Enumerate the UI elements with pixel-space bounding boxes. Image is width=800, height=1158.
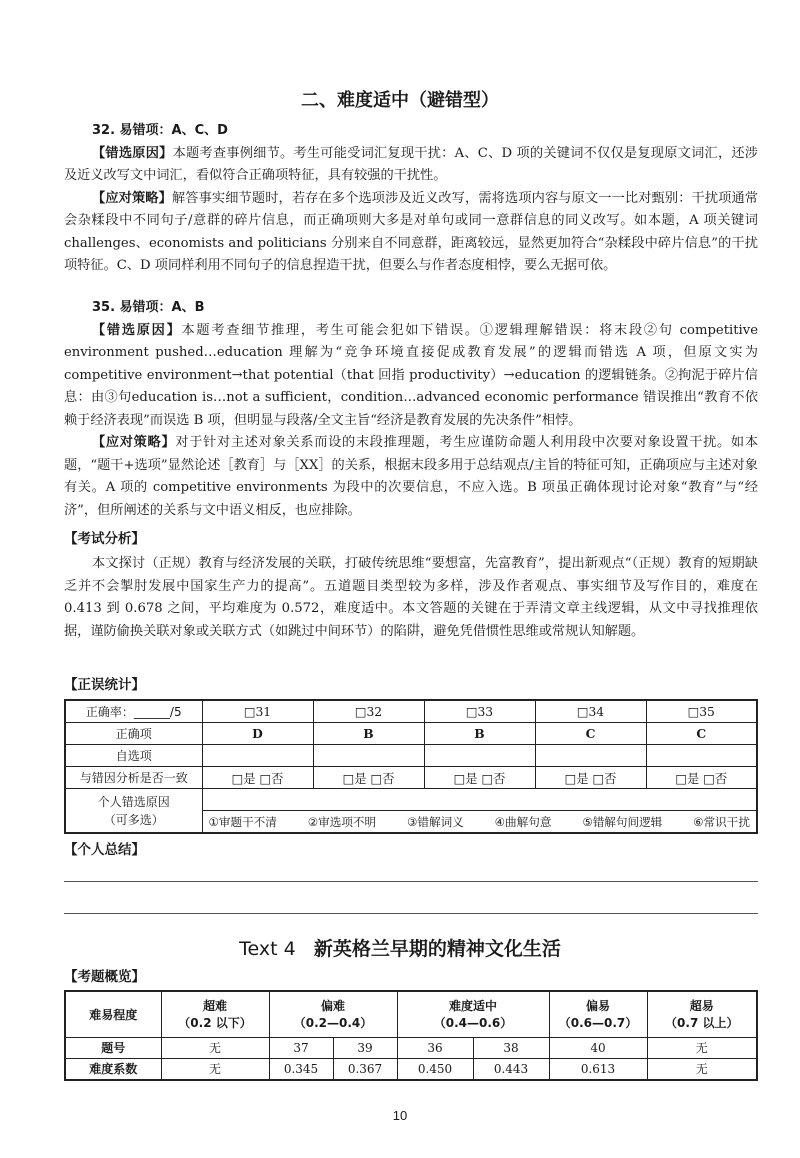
q32-block bbox=[64, 120, 758, 278]
summary-line[interactable] bbox=[64, 913, 758, 914]
level-cell: 难度适中 （0.4—0.6） bbox=[397, 991, 549, 1037]
yes-no-checkbox[interactable]: □是 □否 bbox=[646, 767, 757, 789]
reason-option[interactable]: ⑥常识干扰 bbox=[693, 814, 750, 829]
reason-text: 本题考查事例细节。考生可能受词汇复现干扰：A、C、D 项的关键词不仅仅是复现原文词汇，还涉及近义改写文中词汇，看似符合正确项特征，具有较强的干扰性。 bbox=[64, 145, 758, 183]
question-number: 40 bbox=[549, 1037, 647, 1058]
question-checkbox[interactable]: □35 bbox=[646, 700, 757, 723]
strategy-tag: 【应对策略】 bbox=[92, 190, 172, 206]
personal-label bbox=[65, 789, 202, 834]
overview-heading: 【考题概览】 bbox=[64, 969, 145, 985]
yes-no-checkbox[interactable]: □是 □否 bbox=[535, 767, 646, 789]
self-answer-cell[interactable] bbox=[535, 745, 646, 767]
text4-title bbox=[0, 934, 800, 961]
self-answer-cell[interactable] bbox=[202, 745, 313, 767]
level-cell: 偏难 （0.2—0.4） bbox=[269, 991, 397, 1037]
question-number: 无 bbox=[647, 1037, 757, 1058]
question-checkbox[interactable]: □34 bbox=[535, 700, 646, 723]
question-number: 37 bbox=[269, 1037, 333, 1058]
strategy-tag: 【应对策略】 bbox=[92, 435, 176, 450]
stats-heading: 【正误统计】 bbox=[64, 677, 145, 693]
question-checkbox[interactable]: □32 bbox=[313, 700, 424, 723]
q32-reason bbox=[64, 143, 758, 188]
reason-text: 本题考查细节推理，考生可能会犯如下错误。①逻辑理解错误：将末段②句 competitive environment pushed…education 理解为“竞争环境直接促成教育发展”的逻辑而错选 A 项，但原文实为 competitive environment→that potential（that 回指 productivity）→education 的逻辑链条。②拘泥于碎片信息：由③句education is…not a sufficient，condition…advanced economic performance 错误推出“教育不依赖于经济表现”而误选 B 项，但明显与段落/全文主旨“经济是教育发展的先决条件”相悖。 bbox=[64, 322, 758, 428]
personal-reason-input[interactable] bbox=[202, 789, 757, 811]
personal-label-line2: （可多选） bbox=[103, 812, 164, 827]
text4-label: Text 4 bbox=[239, 938, 296, 960]
reason-option[interactable]: ④曲解句意 bbox=[494, 814, 552, 829]
question-checkbox[interactable]: □33 bbox=[424, 700, 535, 723]
self-answer-cell[interactable] bbox=[424, 745, 535, 767]
table-row bbox=[65, 789, 757, 811]
section-title: 二、难度适中（避错型） bbox=[301, 90, 499, 111]
text4-name: 新英格兰早期的精神文化生活 bbox=[313, 938, 561, 960]
difficulty-coefficient: 0.450 bbox=[397, 1058, 473, 1080]
reason-tag: 【错选原因】 bbox=[92, 145, 173, 161]
reason-option[interactable]: ⑤错解句间逻辑 bbox=[582, 814, 663, 829]
reason-tag: 【错选原因】 bbox=[92, 322, 182, 338]
analysis-text: 本文探讨（正规）教育与经济发展的关联，打破传统思维“要想富，先富教育”，提出新观点“（正规）教育的短期缺乏并不会掣肘发展中国家生产力的提高”。五道题目类型较为多样，涉及作者观点、事实细节及写作目的，难度在 0.413 到 0.678 之间，平均难度为 0.572，难度适中。本文答题的关键在于弄清文章主线逻辑，从文中寻找推理依据，谨防偷换关联对象或关联方式（如跳过中间环节）的陷阱，避免凭借惯性思维或常规认知解题。 bbox=[64, 556, 758, 639]
personal-label-line1: 个人错选原因 bbox=[97, 794, 170, 809]
difficulty-coefficient: 0.367 bbox=[333, 1058, 397, 1080]
reason-option[interactable]: ①审题干不清 bbox=[208, 814, 277, 829]
table-row bbox=[65, 991, 757, 1037]
self-label: 自选项 bbox=[65, 745, 202, 767]
question-checkbox[interactable]: □31 bbox=[202, 700, 313, 723]
correct-answer: C bbox=[535, 723, 646, 745]
table-row bbox=[65, 1037, 757, 1058]
difficulty-coefficient: 0.345 bbox=[269, 1058, 333, 1080]
q32-strategy bbox=[64, 188, 758, 278]
yes-no-checkbox[interactable]: □是 □否 bbox=[313, 767, 424, 789]
level-cell: 偏易 （0.6—0.7） bbox=[549, 991, 647, 1037]
correct-answer: C bbox=[646, 723, 757, 745]
correct-answer: B bbox=[313, 723, 424, 745]
correct-label: 正确项 bbox=[65, 723, 202, 745]
stats-table bbox=[64, 699, 758, 834]
rate-label[interactable]: 正确率：______/5 bbox=[65, 700, 202, 723]
page-number: 10 bbox=[392, 1108, 408, 1123]
difficulty-coefficient: 无 bbox=[161, 1058, 269, 1080]
table-row bbox=[65, 723, 757, 745]
table-row bbox=[65, 767, 757, 789]
row-label: 难易程度 bbox=[65, 991, 161, 1037]
question-number: 39 bbox=[333, 1037, 397, 1058]
correct-answer: D bbox=[202, 723, 313, 745]
q35-block bbox=[64, 297, 758, 522]
table-row bbox=[65, 700, 757, 723]
match-label: 与错因分析是否一致 bbox=[65, 767, 202, 789]
strategy-text: 解答事实细节题时，若存在多个选项涉及近义改写，需将选项内容与原文一一比对甄别：干扰项通常会杂糅段中不同句子/意群的碎片信息，而正确项则大多是对单句或同一意群信息的同义改写。如本题，A 项关键词 challenges、economists and politicians 分别来自不同意群，距离较远，显然更加符合“杂糅段中碎片信息”的干扰项特征。C、D 项同样利用不同句子的信息捏造干扰，但要么与作者态度相悖，要么无据可依。 bbox=[64, 190, 758, 273]
summary-heading: 【个人总结】 bbox=[64, 842, 145, 858]
difficulty-coefficient: 无 bbox=[647, 1058, 757, 1080]
difficulty-coefficient: 0.613 bbox=[549, 1058, 647, 1080]
yes-no-checkbox[interactable]: □是 □否 bbox=[424, 767, 535, 789]
q35-head: 35. 易错项：A、B bbox=[92, 300, 205, 315]
reason-option[interactable]: ②审选项不明 bbox=[307, 814, 377, 829]
difficulty-coefficient: 0.443 bbox=[473, 1058, 549, 1080]
analysis-heading: 【考试分析】 bbox=[64, 531, 145, 547]
yes-no-checkbox[interactable]: □是 □否 bbox=[202, 767, 313, 789]
row-label: 难度系数 bbox=[65, 1058, 161, 1080]
self-answer-cell[interactable] bbox=[313, 745, 424, 767]
strategy-text: 对于针对主述对象关系而设的末段推理题，考生应谨防命题人利用段中次要对象设置干扰。如本题，“题干+选项”显然论述［教育］与［XX］的关系，根据末段多用于总结观点/主旨的特征可知，正确项应与主述对象有关。A 项的 competitive environments 为段中的次要信息，不应入选。B 项虽正确体现讨论对象“教育”与“经济”，但所阐述的关系与文中语义相反，也应排除。 bbox=[64, 435, 759, 518]
reason-option[interactable]: ③错解词义 bbox=[407, 814, 464, 829]
self-answer-cell[interactable] bbox=[646, 745, 757, 767]
q35-reason bbox=[64, 320, 758, 433]
level-cell: 超易 （0.7 以上） bbox=[647, 991, 757, 1037]
correct-answer: B bbox=[424, 723, 535, 745]
level-cell: 超难 （0.2 以下） bbox=[161, 991, 269, 1037]
overview-table bbox=[64, 990, 758, 1081]
question-number: 38 bbox=[473, 1037, 549, 1058]
q35-strategy bbox=[64, 432, 758, 522]
table-row bbox=[65, 745, 757, 767]
reason-options bbox=[202, 811, 757, 834]
summary-line[interactable] bbox=[64, 881, 758, 882]
q32-head: 32. 易错项：A、C、D bbox=[92, 123, 228, 138]
row-label: 题号 bbox=[65, 1037, 161, 1058]
table-row bbox=[65, 1058, 757, 1080]
question-number: 36 bbox=[397, 1037, 473, 1058]
question-number: 无 bbox=[161, 1037, 269, 1058]
